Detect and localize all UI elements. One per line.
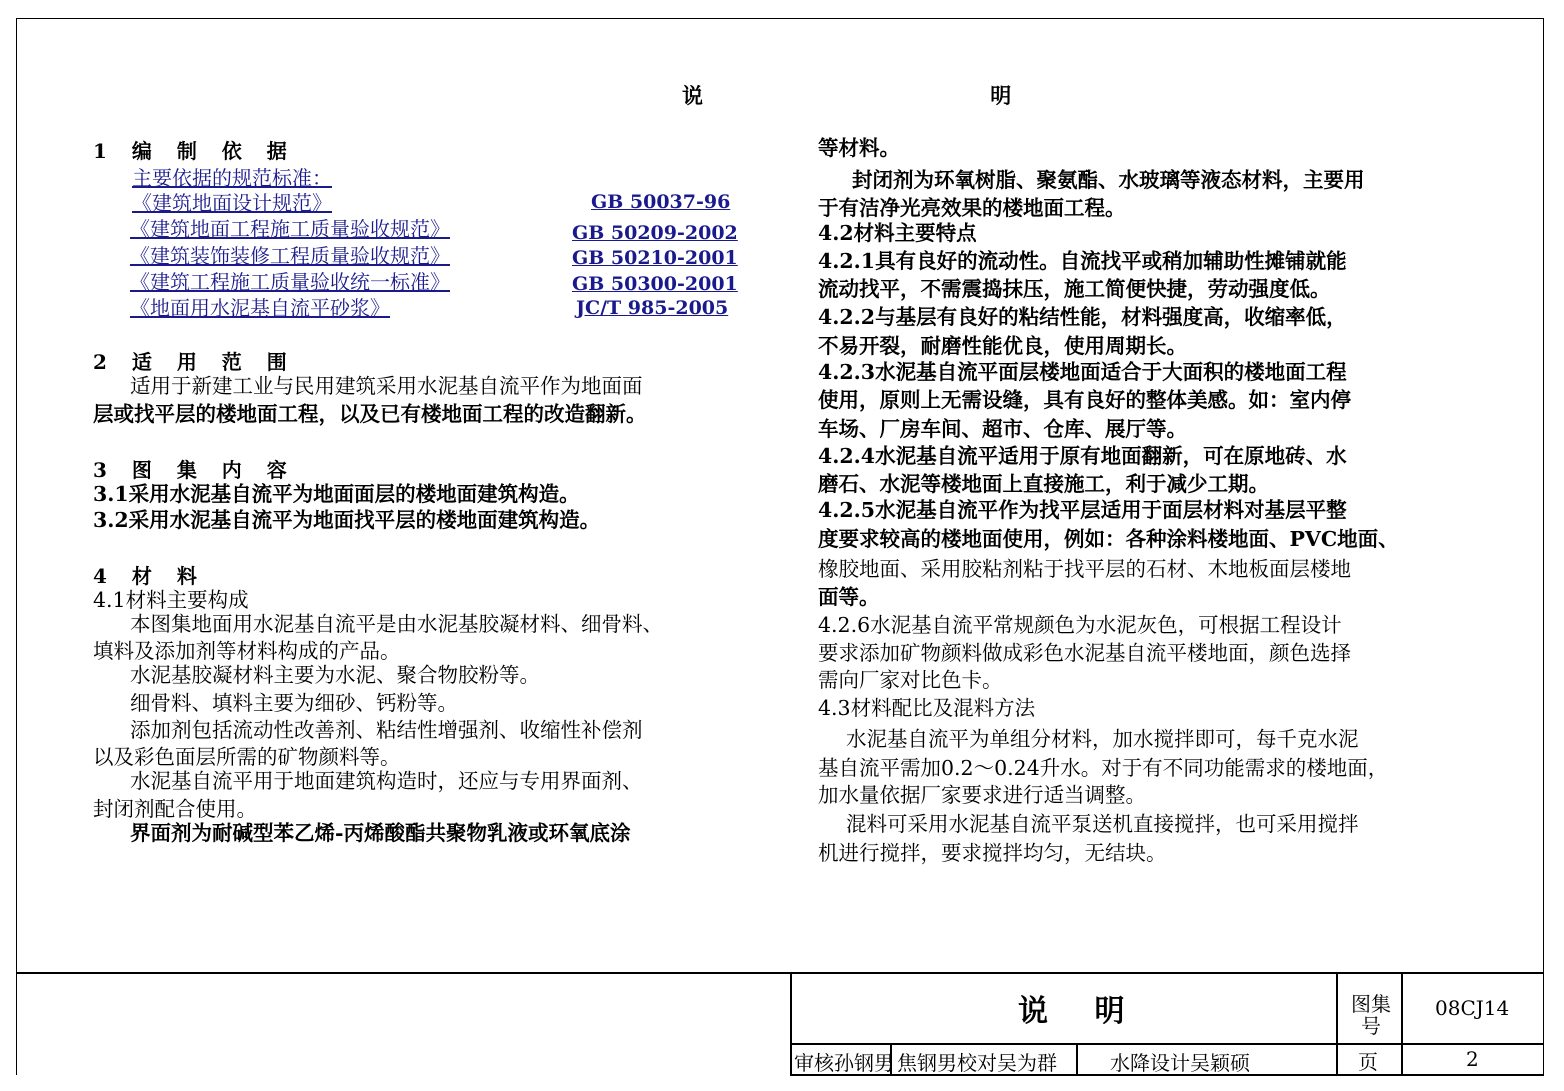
standard-code[interactable]: GB 50037-96 bbox=[591, 191, 731, 213]
paragraph-line: 磨石、水泥等楼地面上直接施工，利于减少工期。 bbox=[818, 472, 1269, 496]
paragraph-line: 机进行搅拌，要求搅拌均匀，无结块。 bbox=[818, 841, 1167, 865]
standard-name[interactable]: 《建筑地面工程施工质量验收规范》 bbox=[130, 217, 450, 241]
paragraph-line: 流动找平，不需震捣抹压，施工简便快捷，劳动强度低。 bbox=[818, 277, 1331, 301]
section-4-heading: 4 材 料 bbox=[93, 564, 206, 588]
page-label: 页 bbox=[1358, 1050, 1378, 1074]
paragraph-line: 度要求较高的楼地面使用，例如：各种涂料楼地面、PVC地面、 bbox=[818, 527, 1399, 551]
subsection-heading: 4.2材料主要特点 bbox=[818, 221, 977, 245]
atlas-label: 图集号 bbox=[1351, 992, 1391, 1038]
paragraph-line: 封闭剂为环氧树脂、聚氨酯、水玻璃等液态材料，主要用 bbox=[852, 168, 1365, 192]
paragraph-line: 封闭剂配合使用。 bbox=[93, 797, 257, 821]
standard-code[interactable]: GB 50209-2002 bbox=[572, 222, 738, 244]
paragraph-line: 以及彩色面层所需的矿物颜料等。 bbox=[93, 745, 401, 769]
divider bbox=[1401, 972, 1403, 1075]
divider bbox=[1076, 1043, 1078, 1075]
standard-name[interactable]: 《建筑装饰装修工程质量验收规范》 bbox=[130, 244, 450, 268]
paragraph-line: 水泥基胶凝材料主要为水泥、聚合物胶粉等。 bbox=[130, 663, 540, 687]
paragraph-line: 4.2.5水泥基自流平作为找平层适用于面层材料对基层平整 bbox=[818, 498, 1347, 522]
paragraph-line: 3.1采用水泥基自流平为地面面层的楼地面建筑构造。 bbox=[93, 482, 580, 506]
paragraph-line: 4.2.4水泥基自流平适用于原有地面翻新，可在原地砖、水 bbox=[818, 444, 1347, 468]
check-field: 焦钢男校对吴为群 bbox=[897, 1051, 1057, 1075]
paragraph-line: 橡胶地面、采用胶粘剂粘于找平层的石材、木地板面层楼地 bbox=[818, 557, 1351, 581]
standard-name[interactable]: 《地面用水泥基自流平砂浆》 bbox=[130, 296, 390, 320]
paragraph-line: 细骨料、填料主要为细砂、钙粉等。 bbox=[130, 691, 458, 715]
divider bbox=[790, 1043, 1544, 1045]
paragraph-line: 填料及添加剂等材料构成的产品。 bbox=[93, 639, 401, 663]
page-title: 说 明 bbox=[682, 83, 1152, 108]
paragraph-line: 4.2.2与基层有良好的粘结性能，材料强度高，收缩率低， bbox=[818, 305, 1347, 329]
paragraph-line: 4.2.1具有良好的流动性。自流找平或稍加辅助性摊铺就能 bbox=[818, 249, 1347, 273]
divider bbox=[16, 972, 1544, 974]
page-number: 2 bbox=[1466, 1047, 1479, 1071]
standard-code[interactable]: GB 50300-2001 bbox=[572, 273, 738, 295]
subsection-heading: 4.3材料配比及混料方法 bbox=[818, 696, 1036, 720]
paragraph-line: 4.2.6水泥基自流平常规颜色为水泥灰色，可根据工程设计 bbox=[818, 613, 1342, 637]
paragraph-line: 混料可采用水泥基自流平泵送机直接搅拌，也可采用搅拌 bbox=[846, 812, 1359, 836]
paragraph-line: 基自流平需加0.2～0.24升水。对于有不同功能需求的楼地面， bbox=[818, 756, 1389, 780]
section-1-heading: 1 编 制 依 据 bbox=[93, 139, 296, 163]
paragraph-line: 需向厂家对比色卡。 bbox=[818, 668, 1003, 692]
paragraph-line: 水泥基自流平用于地面建筑构造时，还应与专用界面剂、 bbox=[130, 769, 643, 793]
section-3-heading: 3 图 集 内 容 bbox=[93, 458, 296, 482]
paragraph-line: 要求添加矿物颜料做成彩色水泥基自流平楼地面，颜色选择 bbox=[818, 641, 1351, 665]
paragraph-line: 3.2采用水泥基自流平为地面找平层的楼地面建筑构造。 bbox=[93, 508, 601, 532]
divider bbox=[1336, 972, 1338, 1075]
subsection-heading: 4.1材料主要构成 bbox=[93, 588, 249, 612]
paragraph-line: 适用于新建工业与民用建筑采用水泥基自流平作为地面面 bbox=[130, 374, 643, 398]
paragraph-line: 加水量依据厂家要求进行适当调整。 bbox=[818, 783, 1146, 807]
paragraph-line: 车场、厂房车间、超市、仓库、展厅等。 bbox=[818, 417, 1187, 441]
section-2-heading: 2 适 用 范 围 bbox=[93, 350, 296, 374]
review-field: 审核孙钢男 bbox=[794, 1051, 894, 1075]
paragraph-line: 于有洁净光亮效果的楼地面工程。 bbox=[818, 196, 1126, 220]
atlas-number: 08CJ14 bbox=[1435, 996, 1510, 1020]
paragraph-line: 等材料。 bbox=[818, 136, 900, 160]
standard-code[interactable]: JC/T 985-2005 bbox=[576, 297, 729, 319]
standards-intro[interactable]: 主要依据的规范标准： bbox=[132, 166, 332, 190]
standard-code[interactable]: GB 50210-2001 bbox=[572, 247, 738, 269]
design-field: 水降设计吴颖硕 bbox=[1110, 1051, 1250, 1075]
paragraph-line: 使用，原则上无需设缝，具有良好的整体美感。如：室内停 bbox=[818, 388, 1351, 412]
paragraph-line: 界面剂为耐碱型苯乙烯-丙烯酸酯共聚物乳液或环氧底涂 bbox=[130, 821, 631, 845]
titleblock-title: 说 明 bbox=[1018, 994, 1143, 1029]
paragraph-line: 添加剂包括流动性改善剂、粘结性增强剂、收缩性补偿剂 bbox=[130, 718, 643, 742]
paragraph-line: 本图集地面用水泥基自流平是由水泥基胶凝材料、细骨料、 bbox=[130, 612, 663, 636]
standard-name[interactable]: 《建筑工程施工质量验收统一标准》 bbox=[130, 270, 450, 294]
paragraph-line: 不易开裂，耐磨性能优良，使用周期长。 bbox=[818, 334, 1187, 358]
paragraph-line: 层或找平层的楼地面工程，以及已有楼地面工程的改造翻新。 bbox=[93, 402, 647, 426]
paragraph-line: 面等。 bbox=[818, 585, 880, 609]
divider bbox=[790, 972, 792, 1075]
paragraph-line: 4.2.3水泥基自流平面层楼地面适合于大面积的楼地面工程 bbox=[818, 360, 1347, 384]
standard-name[interactable]: 《建筑地面设计规范》 bbox=[132, 191, 332, 215]
paragraph-line: 水泥基自流平为单组分材料，加水搅拌即可，每千克水泥 bbox=[846, 727, 1359, 751]
